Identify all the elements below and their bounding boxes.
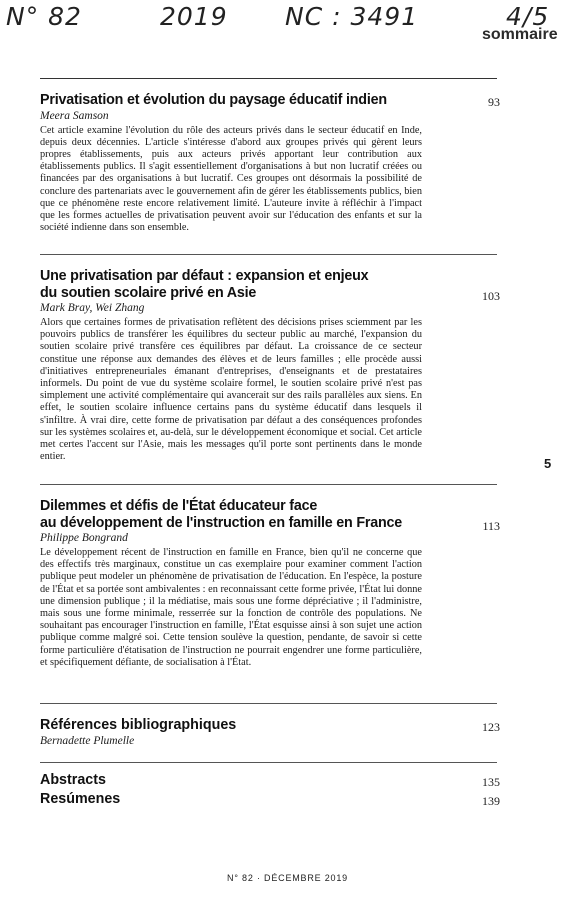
handwritten-number: N° 82 — [6, 2, 82, 31]
abstracts-title[interactable]: Abstracts — [40, 772, 106, 788]
divider-4 — [40, 703, 497, 704]
resumenes-page-number[interactable]: 139 — [482, 794, 500, 808]
abstracts-page-number[interactable]: 135 — [482, 775, 500, 789]
side-page-number: 5 — [544, 456, 552, 471]
section-label: sommaire — [482, 26, 558, 43]
article-3-abstract: Le développement récent de l'instruction en famille en France, bien qu'il ne concerne que des effectifs très marginaux, constitue un cas exemplaire pour examiner comment l'action publique peut modeler un phénomène de privatisation de l'éducation. En l'espèce, la posture de l'État et sa portée sont ambivalentes : en reconnaissant cette forme privée, l'État lui donne une dimension publique ; il la médiatise, mais sous une forme dépréciative ; il l'administre, mais sous une forme minimale, resserrée sur la fonction de contrôle des populations. Ne souhaitant pas encourager l'instruction en famille, l'État esquisse ainsi à son sujet une action publique comme malgré soi. Cette tension soulève la question, pendante, de savoir si cette forme particulière d'étatisation de l'instruction ne pourrait engendrer une forme particulière, et spécifiquement défiante, de socialisation à l'État. — [40, 547, 422, 668]
resumenes-title[interactable]: Resúmenes — [40, 791, 121, 807]
article-1-abstract: Cet article examine l'évolution du rôle des acteurs privés dans le secteur éducatif en Inde, depuis deux décennies. L'article s'intéresse d'abord aux groupes privés qui gèrent leurs propres établissements, puis aux acteurs privés apportant leur contribution aux établissements publics. Il s'agit essentiellement d'organisations à but non lucratif créées ou financées par des organisations à but lucratif. Ces groupes ont désormais la possibilité de conclure des partenariats avec le gouvernement afin de gérer les établissements publics, bien que ce phénomène reste encore relativement limité. L'auteure invite à réfléchir à l'impact que les formes actuelles de privatisation peuvent avoir sur l'éducation des enfants et sur la société indienne dans son ensemble. — [40, 124, 422, 234]
article-3 — [40, 498, 450, 669]
divider-3 — [40, 484, 497, 485]
references-author: Bernadette Plumelle — [40, 735, 135, 747]
handwritten-year: 2019 — [160, 2, 228, 31]
article-2-title[interactable]: Une privatisation par défaut : expansion et enjeux du soutien scolaire privé en Asie — [40, 268, 369, 301]
article-1-page-number[interactable]: 93 — [488, 95, 500, 109]
top-divider — [40, 78, 497, 79]
article-2 — [40, 268, 450, 463]
article-3-title[interactable]: Dilemmes et défis de l'État éducateur face au développement de l'instruction en famille en France — [40, 498, 403, 531]
article-3-page-number[interactable]: 113 — [482, 519, 500, 533]
article-2-author: Mark Bray, Wei Zhang — [40, 302, 145, 314]
article-1-author: Meera Samson — [40, 109, 109, 122]
divider-5 — [40, 762, 497, 763]
article-3-author: Philippe Bongrand — [40, 532, 128, 544]
references-page-number[interactable]: 123 — [482, 720, 500, 734]
references-title[interactable]: Références bibliographiques — [40, 717, 237, 733]
article-2-abstract: Alors que certaines formes de privatisation reflètent des décisions prises sciemment par les pouvoirs publics de transférer les équilibres du secteur public au marché, l'expansion du soutien scolaire privé transfère ces équilibres par défaut. La croissance de ce secteur constitue une réponse aux demandes des élèves et de leurs familles ; elle procède aussi d'initiatives entrepreneuriales émanant d'entreprises, d'enseignants et de prestataires informels. Du point de vue du système scolaire formel, le soutien scolaire privé n'est pas simplement une activité complémentaire qui avancerait sur des rails parallèles aux siens. En effet, le soutien scolaire influence certains pans du système éducatif dans lesquels il s'infiltre. À vrai dire, cette forme de privatisation par défaut a des conséquences profondes sur les systèmes scolaires et, au-delà, sur le développement économique et social. Cet article met certes l'accent sur l'Asie, mais les messages qu'il porte sont pertinents dans le monde entier. — [40, 317, 422, 463]
divider-2 — [40, 254, 497, 255]
page-footer: N° 82 · DÉCEMBRE 2019 — [227, 873, 348, 883]
article-2-page-number[interactable]: 103 — [482, 289, 500, 303]
handwritten-fraction: 4/5 — [506, 2, 550, 31]
article-1 — [40, 92, 450, 234]
article-1-title[interactable]: Privatisation et évolution du paysage éducatif indien — [40, 92, 387, 108]
handwritten-reference: NC : 3491 — [285, 2, 419, 31]
